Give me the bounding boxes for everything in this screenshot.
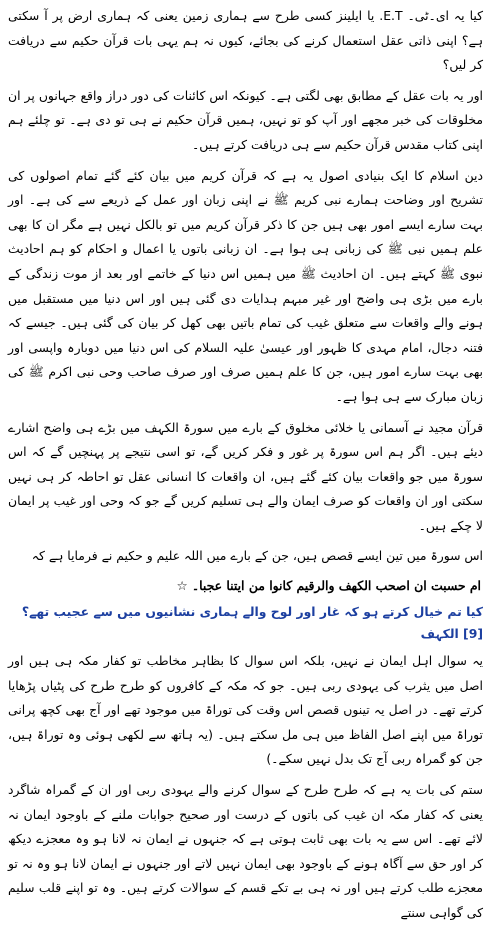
paragraph-6: یہ سوال اہل ایمان نے نہیں، بلکہ اس سوال کا بظاہر مخاطب تو کفار مکہ ہی ہیں اور اصل میں یثرب کی یہودی ربی ہیں۔ جو کہ مکہ کے کافروں کو طرح طرح کی پٹیاں پڑھایا کرتے تھے۔ در اصل یہ تینوں قصص اس وقت کی توراۃ میں موجود تھے اور آج بھی کچھ پرانی توراۃ میں اپنے اصل الفاظ میں ہی مل سکتے ہیں۔ (یہ ہاتھ سے لکھی ہوئی وہ توراۃ ہیں، جن کو گمراہ ربی آج تک بدل نہیں سکے۔) bbox=[8, 653, 483, 767]
verse-translation-heading: کیا تم خیال کرتے ہو کہ غار اور لوح والے ہماری نشانیوں میں سے عجیب تھے؟ [9] الکہف bbox=[21, 604, 483, 642]
paragraph-2: اور یہ بات عقل کے مطابق بھی لگتی ہے۔ کیونکہ اس کائنات کی دور دراز واقع جہانوں پر ان مخلوقات کی خبر مجھے اور آپ کو تو نہیں، ہمیں قرآن حکیم نے ہی تو دی ہے۔ تو چلئے ہم اپنی کتاب مقدس قرآن حکیم سے ہی دریافت کرتے ہیں۔ bbox=[8, 87, 483, 152]
paragraph-3: دین اسلام کا ایک بنیادی اصول یہ ہے کہ قرآن کریم میں بیان کئے گئے تمام اصولوں کی تشریح اور وضاحت ہمارے نبی کریم ﷺ نے اپنی زبان اور عمل کے ذریعے سے کی ہے۔ اور بہت سارے ایسے امور بھی ہیں جن کا ذکر قرآن کریم میں تو بالکل نہیں ہے مگر ان کا بھی علم ہمیں نبی ﷺ کی زبانی ہی ہوا ہے۔ ان زبانی باتوں یا اعمال و احکام کو ہم احادیث نبوی ﷺ کہتے ہیں۔ ان احادیث ﷺ میں ہمیں اس دنیا کے خاتمے اور بعد از موت زندگی کے بارے میں بڑی ہی واضح اور غیر مبہم ہدایات دی گئی ہیں اور اس دنیا میں مستقبل میں ہونے والے واقعات سے متعلق غیب کی تمام باتیں بھی کھل کر بیان کی گئی ہیں۔ جیسے کہ فتنہ دجال، امام مہدی کا ظہور اور عیسیٰ علیہ السلام کی اس دنیا میں دوبارہ واپسی اور بھی بہت سارے امور ہیں، جن کا علم ہمیں صرف اور صرف صاحب وحی نبی اکرم ﷺ کی زبان مبارک سے ہی ہوا ہے۔ bbox=[8, 167, 483, 404]
paragraph-7: ستم کی بات یہ ہے کہ طرح طرح کے سوال کرنے والے یہودی ربی اور ان کے گمراہ شاگرد یعنی کہ کفار مکہ ان غیب کی باتوں کے درست اور صحیح جوابات ملنے کے باوجود ایمان نہ لائے تھے۔ اس سے یہ بات بھی ثابت ہوتی ہے کہ جنہوں نے ایمان نہ لانا ہو وہ معجزے دیکھ کر اور حق سے آگاہ ہونے کے باوجود بھی ایمان نہیں لاتے اور جنہوں نے ایمان لانا ہو وہ نہ تو معجزے طلب کرتے ہیں اور نہ ہی بے تکے قسم کے سوالات کرتے ہیں۔ وہ تو اپنے قلب سلیم کی گواہی سنتے bbox=[8, 782, 483, 920]
paragraph-1: کیا یہ ای۔ٹی۔ E.T. یا ایلینز کسی طرح سے ہماری زمین یعنی کہ ہماری ارض پر آ سکتی ہے؟ اپنی ذاتی عقل استعمال کرنے کی بجائے، کیوں نہ ہم یہی بات قرآن حکیم سے دریافت کر لیں؟ bbox=[8, 8, 484, 73]
quran-verse bbox=[8, 575, 483, 597]
paragraph-4: قرآن مجید نے آسمانی یا خلائی مخلوق کے بارے میں سورۃ الکہف میں بڑے ہی واضح اشارے دیئے ہیں۔ اگر ہم اس سورۃ پر غور و فکر کریں گے، تو اسی نتیجے پر پہنچیں گے کہ اس سورۃ میں جو واقعات بیان کئے گئے ہیں، ان واقعات کا انسانی عقل تو احاطہ کر ہی نہیں سکتی اور ان واقعات کو صرف ایمان والے ہی تسلیم کریں گے جو کہ وحی اور غیب پر ایمان لا چکے ہیں۔ bbox=[8, 419, 483, 533]
paragraph-5: اس سورۃ میں تین ایسے قصص ہیں، جن کے بارے میں اللہ علیم و حکیم نے فرمایا ہے کہ bbox=[31, 548, 483, 564]
star-icon: ☆ bbox=[176, 578, 188, 594]
quran-verse-text: ام حسبت ان اصحب الکھف والرقیم کانوا من ایتنا عجبا۔ bbox=[191, 578, 481, 594]
